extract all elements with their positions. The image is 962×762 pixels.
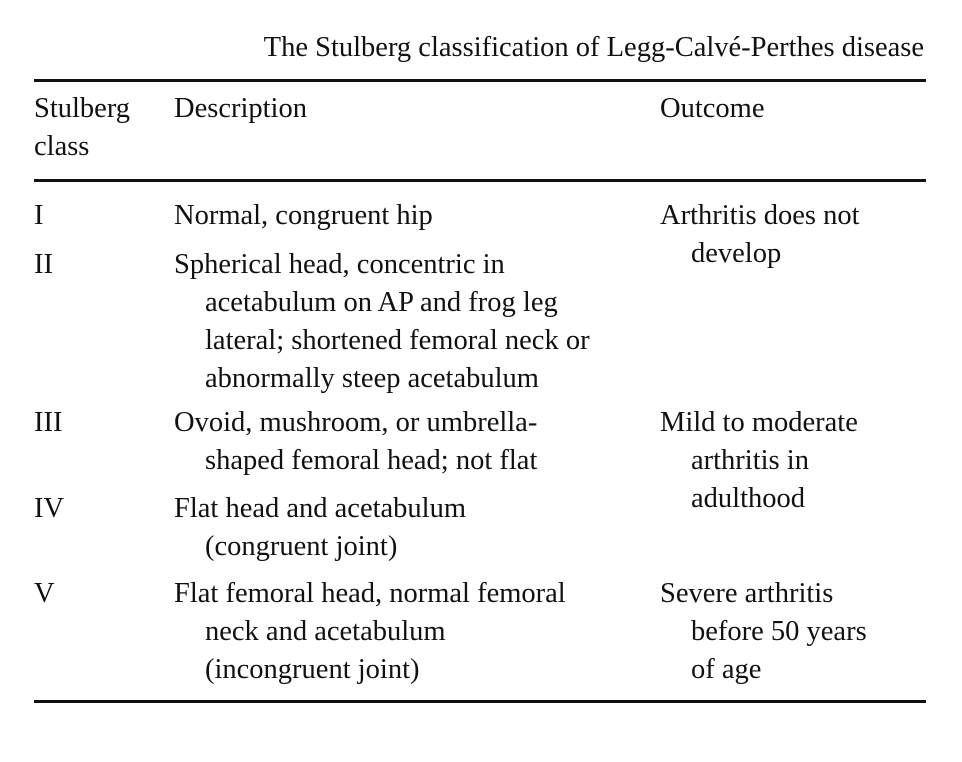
description-line: Flat head and acetabulum	[174, 493, 467, 524]
header-description: Description	[174, 93, 307, 124]
row-class-v: V	[34, 578, 55, 609]
top-rule	[34, 79, 926, 82]
description-line: acetabulum on AP and frog leg	[205, 287, 558, 318]
row-class-ii: II	[34, 249, 53, 280]
outcome-v	[660, 575, 867, 689]
outcome-line: adulthood	[691, 483, 805, 514]
outcome-line: Severe arthritis	[660, 578, 834, 609]
header-outcome: Outcome	[660, 93, 765, 124]
outcome-line: arthritis in	[691, 445, 809, 476]
row-class-i: I	[34, 200, 44, 231]
bottom-rule	[34, 700, 926, 703]
description-line: Normal, congruent hip	[174, 200, 433, 231]
description-line: Flat femoral head, normal femoral	[174, 578, 566, 609]
outcome-line: Arthritis does not	[660, 200, 860, 231]
row-class-iii: III	[34, 407, 63, 438]
row-description-iii	[174, 404, 537, 480]
table-caption: The Stulberg classification of Legg-Calvé-Perthes disease	[263, 32, 924, 63]
outcome-i-ii	[660, 197, 860, 273]
header-class-line2: class	[34, 131, 90, 162]
outcome-line: of age	[691, 654, 762, 685]
description-line: shaped femoral head; not flat	[205, 445, 538, 476]
description-line: neck and acetabulum	[205, 616, 446, 647]
row-description-ii	[174, 246, 590, 398]
outcome-line: develop	[691, 238, 782, 269]
description-line: Spherical head, concentric in	[174, 249, 505, 280]
outcome-line: before 50 years	[691, 616, 867, 647]
row-class-iv: IV	[34, 493, 65, 524]
description-line: lateral; shortened femoral neck or	[205, 325, 590, 356]
header-class	[34, 90, 130, 166]
description-line: (congruent joint)	[205, 531, 398, 562]
outcome-iii-iv	[660, 404, 858, 518]
description-line: (incongruent joint)	[205, 654, 420, 685]
row-description-v	[174, 575, 566, 689]
header-class-line1: Stulberg	[34, 93, 131, 124]
description-line: Ovoid, mushroom, or umbrella-	[174, 407, 538, 438]
description-line: abnormally steep acetabulum	[205, 363, 539, 394]
header-rule	[34, 179, 926, 182]
row-description-i	[174, 197, 433, 235]
row-description-iv	[174, 490, 466, 566]
outcome-line: Mild to moderate	[660, 407, 858, 438]
